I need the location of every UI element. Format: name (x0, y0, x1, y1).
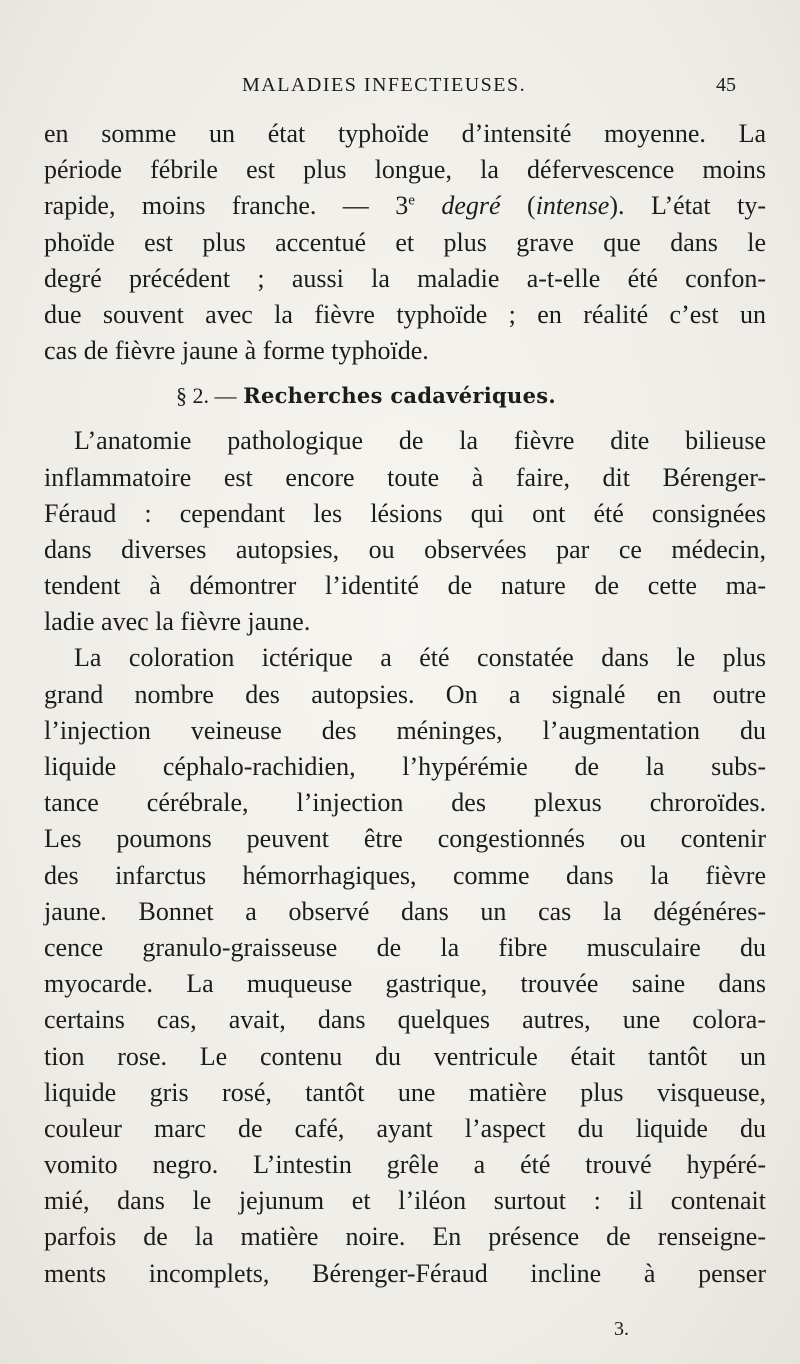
text-line: tion rose. Le contenu du ventricule était tantôt un (44, 1041, 766, 1071)
text-fragment: ( (500, 191, 536, 221)
italic-text: intense (535, 191, 610, 221)
text-fragment: ). L’état ty- (609, 191, 766, 221)
text-line: cas de fièvre jaune à forme typhoïde. (44, 336, 429, 366)
superscript: e (408, 192, 415, 209)
paragraph-1 (44, 116, 766, 369)
section-number: § 2. — (176, 383, 237, 409)
italic-text: degré (441, 191, 501, 221)
signature-mark: 3. (614, 1318, 629, 1340)
text-line: tendent à démontrer l’identité de nature de cette ma- (44, 571, 766, 601)
text-line: vomito negro. L’intestin grêle a été trouvé hypéré- (44, 1150, 766, 1180)
text-line: inflammatoire est encore toute à faire, dit Bérenger- (44, 462, 766, 492)
running-title: MALADIES INFECTIEUSES. (242, 74, 527, 96)
text-line: l’injection veineuse des méninges, l’augmentation du (44, 715, 766, 745)
text-line: période fébrile est plus longue, la défervescence moins (44, 155, 766, 185)
text-line: cence granulo-graisseuse de la fibre musculaire du (44, 932, 766, 962)
text-fragment: rapide, moins franche. — 3 (44, 191, 409, 221)
text-line: L’anatomie pathologique de la fièvre dite bilieuse (74, 426, 766, 456)
body-text (44, 116, 766, 1292)
text-line: Féraud : cependant les lésions qui ont été consignées (44, 498, 766, 528)
paragraph-2 (44, 423, 766, 640)
text-line: en somme un état typhoïde d’intensité moyenne. La (44, 119, 766, 148)
section-title: Recherches cadavériques. (243, 383, 556, 409)
text-line-degree (44, 188, 766, 224)
text-line: grand nombre des autopsies. On a signalé en outre (44, 679, 766, 709)
text-line: jaune. Bonnet a observé dans un cas la dégénéres- (44, 896, 766, 926)
page-number: 45 (716, 74, 736, 96)
text-line: Les poumons peuvent être congestionnés ou contenir (44, 824, 766, 854)
running-header (0, 70, 800, 106)
text-line: liquide gris rosé, tantôt une matière plus visqueuse, (44, 1077, 766, 1107)
text-line: couleur marc de café, ayant l’aspect du liquide du (44, 1113, 766, 1143)
text-line: ladie avec la fièvre jaune. (44, 607, 311, 637)
text-line: ments incomplets, Bérenger-Féraud incline à penser (44, 1258, 766, 1288)
text-line: mié, dans le jejunum et l’iléon surtout : il contenait (44, 1186, 766, 1216)
text-line: liquide céphalo-rachidien, l’hypérémie de la subs- (44, 752, 766, 781)
text-line: tance cérébrale, l’injection des plexus chroroïdes. (44, 788, 766, 818)
text-line: La coloration ictérique a été constatée dans le plus (74, 643, 766, 673)
text-line: myocarde. La muqueuse gastrique, trouvée saine dans (44, 969, 766, 999)
text-line: certains cas, avait, dans quelques autres, une colora- (44, 1005, 766, 1035)
section-heading (44, 369, 766, 423)
text-line: dans diverses autopsies, ou observées par ce médecin, (44, 534, 766, 564)
text-line: degré précédent ; aussi la maladie a-t-elle été confon- (44, 263, 766, 293)
text-line: phoïde est plus accentué et plus grave que dans le (44, 227, 766, 257)
text-line: des infarctus hémorrhagiques, comme dans la fièvre (44, 860, 766, 890)
paragraph-3 (44, 640, 766, 1291)
text-line: parfois de la matière noire. En présence de renseigne- (44, 1222, 766, 1252)
text-line: due souvent avec la fièvre typhoïde ; en réalité c’est un (44, 299, 766, 329)
